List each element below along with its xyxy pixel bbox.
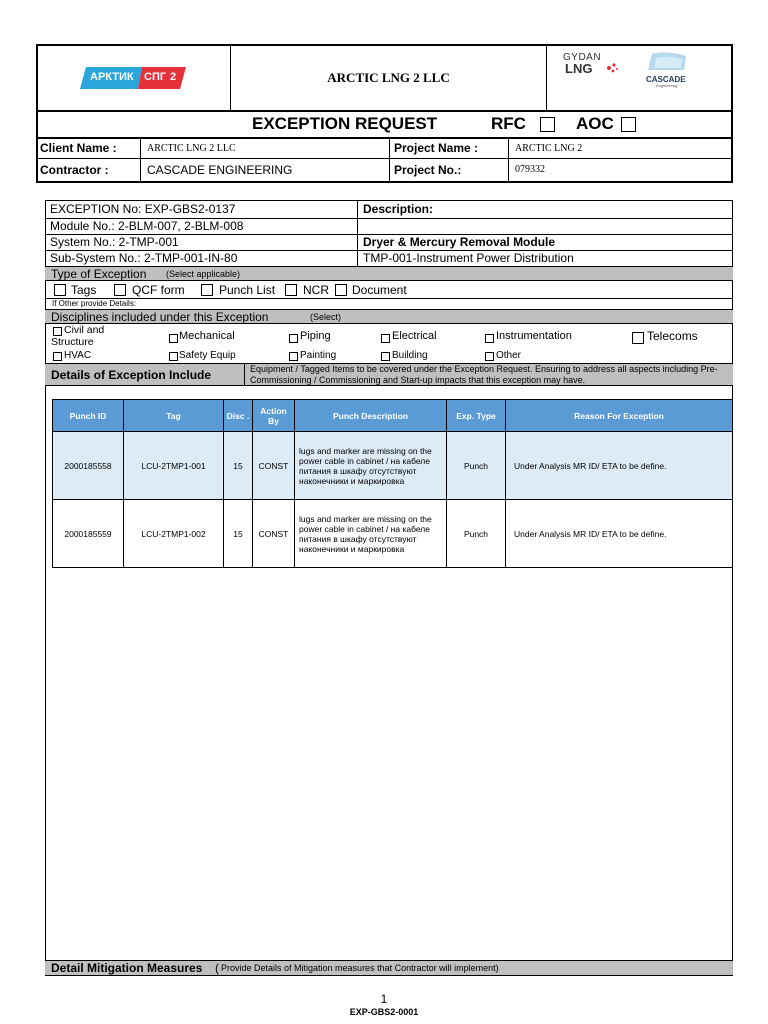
cell-tag: LCU-2TMP1-002 xyxy=(124,500,224,568)
description-label: Description: xyxy=(363,202,434,216)
cell-tag: LCU-2TMP1-001 xyxy=(124,432,224,500)
table-row xyxy=(53,432,733,500)
punch-list-label: Punch List xyxy=(219,283,276,297)
logo-text-arctic: АРКТИК xyxy=(90,71,134,83)
civil-checkbox[interactable] xyxy=(53,327,62,336)
qcf-form-label: QCF form xyxy=(132,283,185,297)
cell-description: lugs and marker are missing on the power cable in cabinet / на кабеле питания в шкафу отсутствуют наконечники и маркировка xyxy=(295,500,447,568)
painting-checkbox[interactable] xyxy=(289,352,298,361)
lng-text: LNG xyxy=(565,61,593,76)
mechanical-label: Mechanical xyxy=(179,330,235,342)
subsystem-description: TMP-001-Instrument Power Distribution xyxy=(363,251,574,265)
document-label: Document xyxy=(352,283,407,297)
project-name-value: ARCTIC LNG 2 xyxy=(509,138,733,158)
disciplines-note: (Select) xyxy=(310,312,342,322)
telecoms-checkbox[interactable] xyxy=(632,332,644,344)
contractor-value: CASCADE ENGINEERING xyxy=(141,158,390,182)
type-options-row xyxy=(52,282,652,298)
module-description: Dryer & Mercury Removal Module xyxy=(363,235,556,249)
project-name-label: Project Name : xyxy=(390,138,509,158)
table-row xyxy=(53,500,733,568)
tags-label: Tags xyxy=(71,283,97,297)
mitigation-header xyxy=(45,960,733,976)
other-details-note: If Other provide Details: xyxy=(52,299,137,308)
other-checkbox[interactable] xyxy=(485,352,494,361)
page-number: 1 xyxy=(380,992,388,1006)
civil-label-2: Structure xyxy=(51,336,94,348)
punch-table xyxy=(52,399,733,568)
client-name-label: Client Name : xyxy=(37,138,141,158)
project-no-label: Project No.: xyxy=(390,158,509,182)
exception-number: EXCEPTION No: EXP-GBS2-0137 xyxy=(50,202,236,216)
system-number: System No.: 2-TMP-001 xyxy=(50,235,179,249)
col-header-disc: Disc . xyxy=(224,400,253,432)
cell-description: lugs and marker are missing on the power cable in cabinet / на кабеле питания в шкафу отсутствуют наконечники и маркировка xyxy=(295,432,447,500)
cell-action: CONST xyxy=(253,500,295,568)
tags-checkbox[interactable] xyxy=(54,284,66,296)
mechanical-checkbox[interactable] xyxy=(169,334,178,343)
hvac-checkbox[interactable] xyxy=(53,352,62,361)
painting-label: Painting xyxy=(300,350,337,361)
civil-label-1: Civil and xyxy=(64,324,105,336)
col-header-punch-id: Punch ID xyxy=(53,400,124,432)
mitigation-note: Provide Details of Mitigation measures that Contractor will implement) xyxy=(221,963,499,973)
col-header-exp-type: Exp. Type xyxy=(447,400,506,432)
piping-label: Piping xyxy=(300,330,331,342)
type-of-exception-header xyxy=(45,266,733,281)
cell-exp-type: Punch xyxy=(447,500,506,568)
col-header-action-by: Action By xyxy=(253,400,295,432)
instrumentation-label: Instrumentation xyxy=(496,330,572,342)
disciplines-title: Disciplines included under this Exception xyxy=(51,310,269,324)
cell-punch-id: 2000185559 xyxy=(53,500,124,568)
gydan-lng-logo xyxy=(563,52,623,86)
mitigation-title: Detail Mitigation Measures xyxy=(51,961,203,975)
ncr-label: NCR xyxy=(303,283,329,297)
client-info-table xyxy=(36,137,733,183)
hvac-label: HVAC xyxy=(64,350,92,361)
subsystem-number: Sub-System No.: 2-TMP-001-IN-80 xyxy=(50,251,238,265)
safety-checkbox[interactable] xyxy=(169,352,178,361)
mitigation-paren: ( xyxy=(215,961,219,975)
header-divider-2 xyxy=(546,44,547,112)
type-title: Type of Exception xyxy=(51,267,147,281)
document-checkbox[interactable] xyxy=(335,284,347,296)
logo-text-2: 2 xyxy=(170,71,177,83)
cascade-wave-icon xyxy=(646,50,690,72)
building-label: Building xyxy=(392,350,428,361)
gydan-swirl-icon xyxy=(603,60,619,76)
arctic-lng2-logo xyxy=(80,67,186,89)
other-label: Other xyxy=(496,350,522,361)
col-header-reason: Reason For Exception xyxy=(506,400,733,432)
company-name: ARCTIC LNG 2 LLC xyxy=(327,70,450,85)
details-text: Equipment / Tagged Items to be covered under the Exception Request. Ensuring to address all aspects including Pre-Commissioning / Commissioning and Start-up impacts that this exception may have. xyxy=(250,364,718,385)
punch-list-checkbox[interactable] xyxy=(201,284,213,296)
electrical-label: Electrical xyxy=(392,330,437,342)
rfc-label: RFC xyxy=(491,114,526,133)
contractor-label: Contractor : xyxy=(37,158,141,182)
details-title: Details of Exception Include xyxy=(51,368,212,382)
cell-disc: 15 xyxy=(224,500,253,568)
gydan-text: GYDAN xyxy=(563,52,602,63)
ncr-checkbox[interactable] xyxy=(285,284,297,296)
piping-checkbox[interactable] xyxy=(289,334,298,343)
module-number: Module No.: 2-BLM-007, 2-BLM-008 xyxy=(50,219,244,233)
aoc-label: AOC xyxy=(576,114,614,133)
col-header-punch-description: Punch Description xyxy=(295,400,447,432)
cell-reason: Under Analysis MR ID/ ETA to be define. xyxy=(506,500,733,568)
cell-exp-type: Punch xyxy=(447,432,506,500)
telecoms-label: Telecoms xyxy=(647,329,698,343)
form-title: EXCEPTION REQUEST xyxy=(252,114,438,133)
client-name-value: ARCTIC LNG 2 LLC xyxy=(141,138,390,158)
cell-action: CONST xyxy=(253,432,295,500)
footer-doc-number: EXP-GBS2-0001 xyxy=(349,1007,419,1017)
disciplines-grid xyxy=(45,324,733,364)
aoc-checkbox[interactable] xyxy=(621,117,636,132)
cascade-sub: Engineering xyxy=(656,83,678,88)
electrical-checkbox[interactable] xyxy=(381,334,390,343)
disciplines-header xyxy=(45,309,733,324)
rfc-checkbox[interactable] xyxy=(540,117,555,132)
cascade-logo xyxy=(640,50,700,90)
instrumentation-checkbox[interactable] xyxy=(485,334,494,343)
type-note: (Select applicable) xyxy=(166,269,241,279)
project-no-value: 079332 xyxy=(509,158,733,182)
qcf-form-checkbox[interactable] xyxy=(114,284,126,296)
type-options-line xyxy=(45,298,733,299)
logo-text-spg: СПГ xyxy=(144,71,167,83)
col-header-tag: Tag xyxy=(124,400,224,432)
cell-disc: 15 xyxy=(224,432,253,500)
details-divider xyxy=(244,363,245,386)
cell-reason: Under Analysis MR ID/ ETA to be define. xyxy=(506,432,733,500)
cascade-name: CASCADE xyxy=(646,75,686,84)
safety-label: Safety Equip xyxy=(179,350,236,361)
building-checkbox[interactable] xyxy=(381,352,390,361)
cell-punch-id: 2000185558 xyxy=(53,432,124,500)
